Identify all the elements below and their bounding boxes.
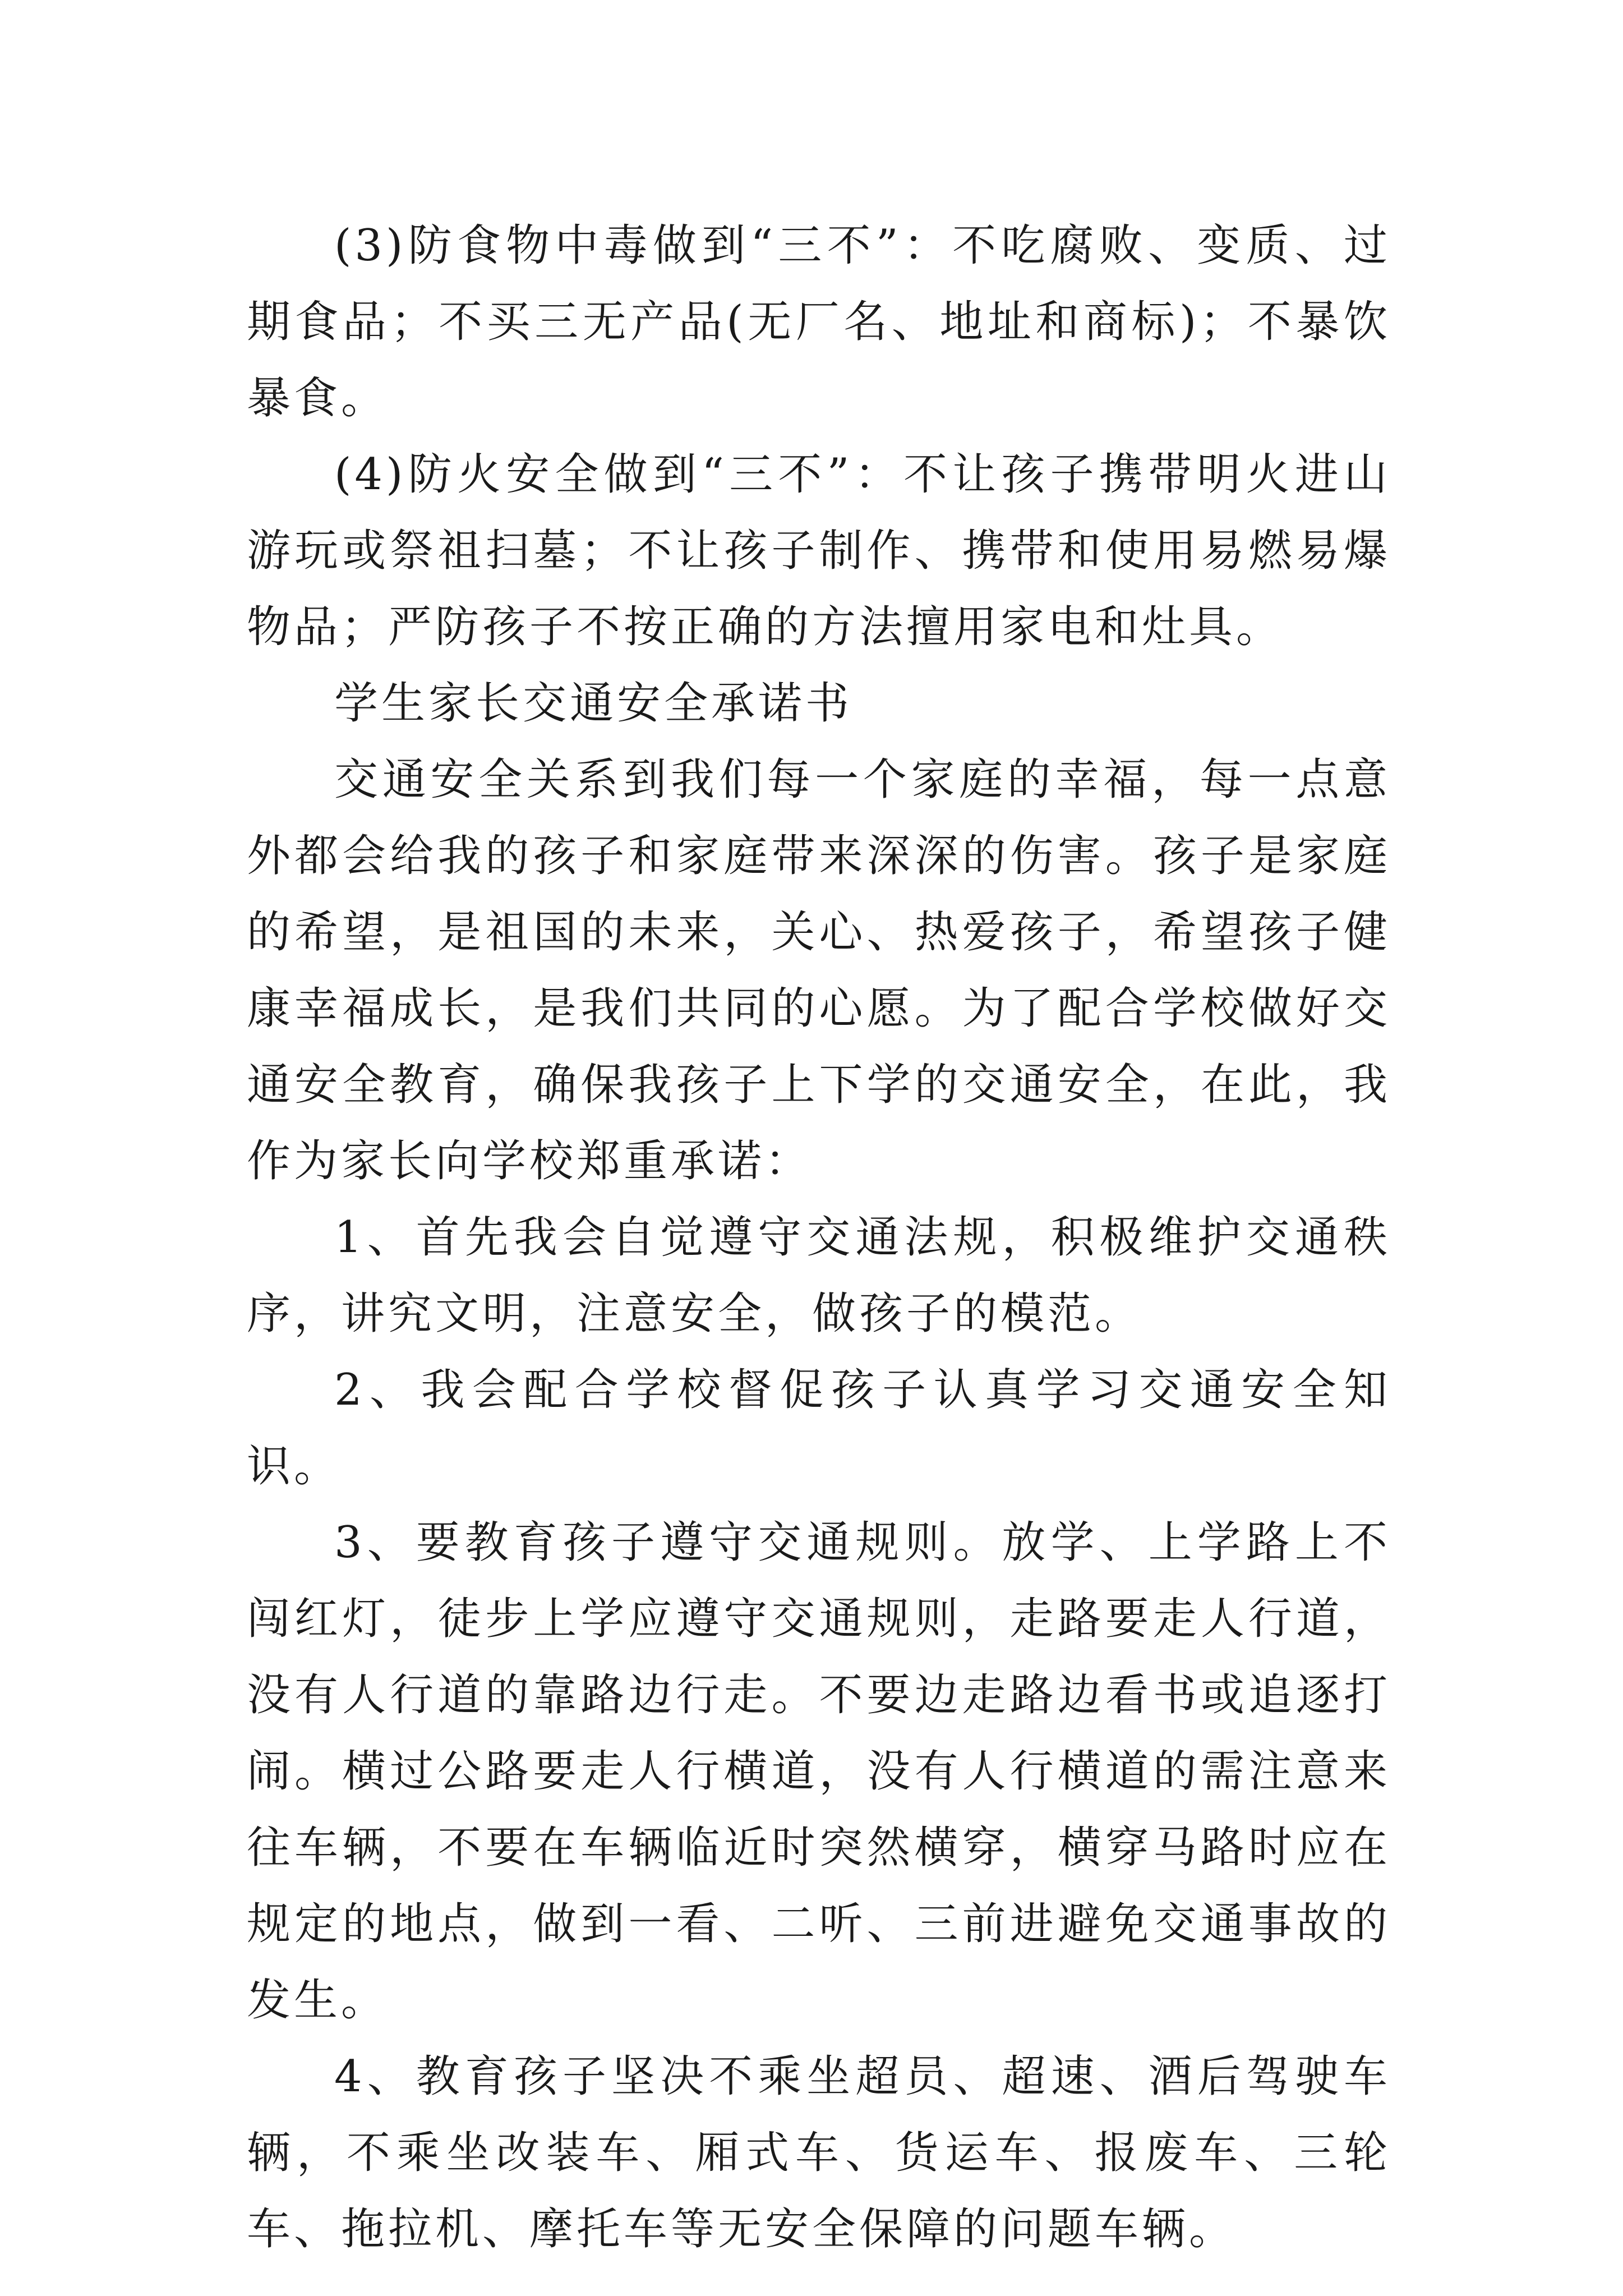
paragraph-item-3: 3、要教育孩子遵守交通规则。放学、上学路上不闯红灯，徒步上学应遵守交通规则，走路要走人行道，没有人行道的靠路边行走。不要边走路边看书或追逐打闹。横过公路要走人行横道，没有人行横道的需注意来往车辆，不要在车辆临近时突然横穿，横穿马路时应在规定的地点，做到一看、二听、三前进避免交通事故的发生。 bbox=[247, 1517, 1391, 2026]
paragraph-item-2: 2、我会配合学校督促孩子认真学习交通安全知识。 bbox=[247, 1365, 1391, 1492]
paragraph-item-4: 4、教育孩子坚决不乘坐超员、超速、酒后驾驶车辆，不乘坐改装车、厢式车、货运车、报废车、三轮车、拖拉机、摩托车等无安全保障的问题车辆。 bbox=[247, 2051, 1391, 2254]
paragraph-food-safety: (3)防食物中毒做到“三不”：不吃腐败、变质、过期食品；不买三无产品(无厂名、地址和商标)；不暴饮暴食。 bbox=[247, 220, 1391, 424]
document-body bbox=[247, 208, 1391, 2267]
paragraph-fire-safety: (4)防火安全做到“三不”：不让孩子携带明火进山游玩或祭祖扫墓；不让孩子制作、携带和使用易燃易爆物品；严防孩子不按正确的方法擅用家电和灶具。 bbox=[247, 449, 1391, 652]
paragraph-item-1: 1、首先我会自觉遵守交通法规，积极维护交通秩序，讲究文明，注意安全，做孩子的模范。 bbox=[247, 1212, 1391, 1339]
paragraph-intro: 交通安全关系到我们每一个家庭的幸福，每一点意外都会给我的孩子和家庭带来深深的伤害。孩子是家庭的希望，是祖国的未来，关心、热爱孩子，希望孩子健康幸福成长，是我们共同的心愿。为了配合学校做好交通安全教育，确保我孩子上下学的交通安全，在此，我作为家长向学校郑重承诺： bbox=[247, 754, 1391, 1186]
section-title: 学生家长交通安全承诺书 bbox=[334, 678, 853, 729]
